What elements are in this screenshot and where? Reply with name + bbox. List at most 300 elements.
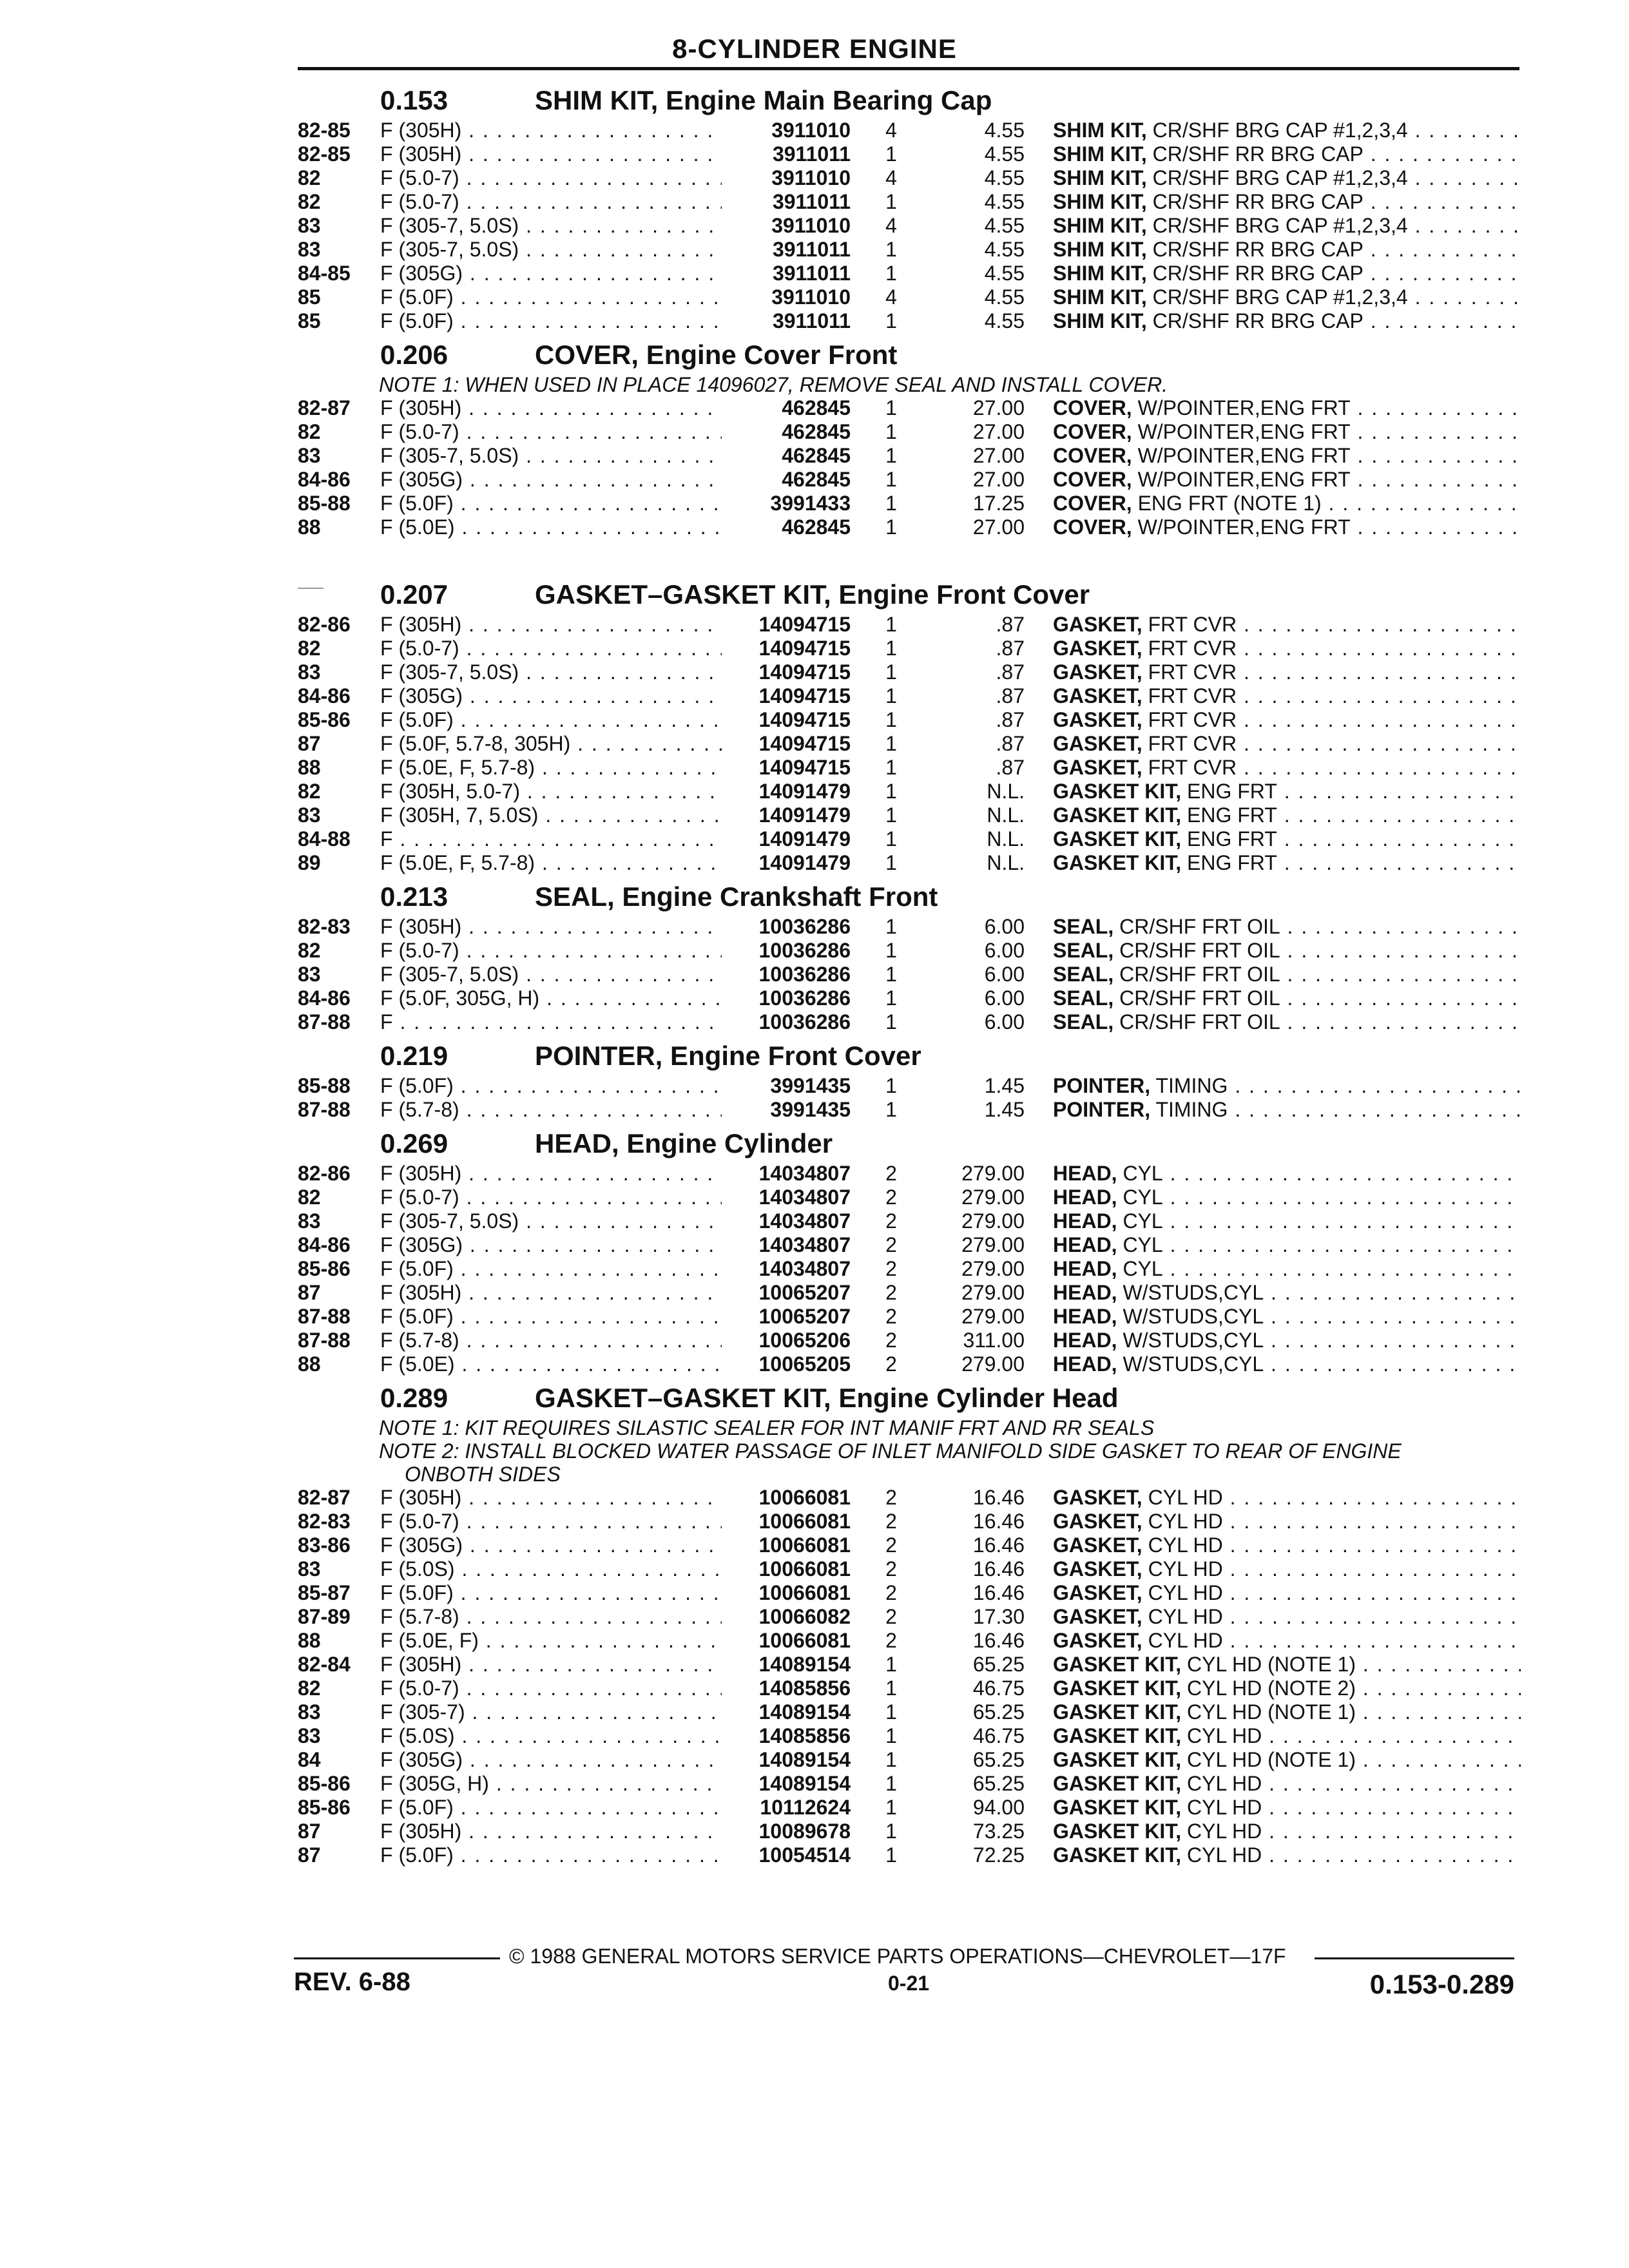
engine-code: F (5.0-7) . . . xyxy=(380,190,722,214)
part-number: 3911010 xyxy=(771,285,851,309)
price: 65.25 xyxy=(972,1653,1025,1676)
part-description-detail: W/STUDS,CYL xyxy=(1117,1281,1264,1304)
part-description-detail: CYL HD xyxy=(1142,1510,1223,1533)
parts-row xyxy=(0,515,1629,539)
part-description-detail: CR/SHF FRT OIL xyxy=(1113,986,1280,1010)
part-description xyxy=(1053,803,1521,827)
part-description-noun: GASKET KIT, xyxy=(1053,851,1182,874)
part-description-noun: GASKET, xyxy=(1053,1629,1142,1652)
parts-row xyxy=(0,119,1629,142)
model-year: 83 xyxy=(298,1700,321,1724)
part-description xyxy=(1053,1748,1521,1772)
price: 72.25 xyxy=(972,1843,1025,1867)
price: 279.00 xyxy=(961,1257,1025,1280)
quantity: 1 xyxy=(885,986,897,1010)
part-number: 462845 xyxy=(782,468,851,491)
part-number: 14089154 xyxy=(758,1772,851,1795)
part-description xyxy=(1053,1629,1521,1653)
price: 16.46 xyxy=(972,1486,1025,1509)
part-description-detail: FRT CVR xyxy=(1142,756,1237,779)
price: N.L. xyxy=(987,803,1025,827)
part-description-noun: GASKET KIT, xyxy=(1053,827,1182,850)
part-description-detail: CR/SHF BRG CAP #1,2,3,4 xyxy=(1146,166,1408,189)
price: 17.30 xyxy=(972,1605,1025,1628)
part-description-noun: HEAD, xyxy=(1053,1233,1117,1256)
model-year: 87 xyxy=(298,1820,321,1843)
part-description-detail: ENG FRT xyxy=(1181,851,1277,874)
part-description-detail: CR/SHF BRG CAP #1,2,3,4 xyxy=(1146,285,1408,309)
engine-code: F (5.0F, 305G, H) . . . xyxy=(380,986,722,1010)
part-description-noun: SEAL, xyxy=(1053,915,1114,938)
engine-code: F (305-7, 5.0S) . . . xyxy=(380,1209,722,1233)
price: 279.00 xyxy=(961,1233,1025,1256)
engine-code: F (5.0E) . . . xyxy=(380,1352,722,1376)
model-year: 89 xyxy=(298,851,321,874)
parts-row xyxy=(0,1724,1629,1748)
model-year: 83 xyxy=(298,1209,321,1233)
parts-row xyxy=(0,1581,1629,1605)
part-number: 14094715 xyxy=(758,732,851,755)
quantity: 2 xyxy=(885,1209,897,1233)
part-description-detail: CYL HD (NOTE 2) xyxy=(1181,1677,1356,1700)
model-year: 82-85 xyxy=(298,142,351,166)
price: 16.46 xyxy=(972,1581,1025,1604)
price: 1.45 xyxy=(984,1098,1025,1121)
part-description-detail: FRT CVR xyxy=(1142,732,1237,755)
model-year: 82 xyxy=(298,420,321,443)
model-year: 82-83 xyxy=(298,1510,351,1533)
part-description-detail: CYL HD xyxy=(1142,1557,1223,1581)
part-number: 14089154 xyxy=(758,1653,851,1676)
part-number: 14094715 xyxy=(758,637,851,660)
quantity: 1 xyxy=(885,309,897,332)
price: .87 xyxy=(996,708,1025,731)
part-description-noun: GASKET, xyxy=(1053,1510,1142,1533)
parts-row xyxy=(0,1281,1629,1305)
part-description xyxy=(1053,1305,1521,1329)
part-description-noun: SHIM KIT, xyxy=(1053,285,1147,309)
part-description-detail: FRT CVR xyxy=(1142,637,1237,660)
part-description-detail: W/POINTER,ENG FRT xyxy=(1132,468,1351,491)
parts-row xyxy=(0,166,1629,190)
price: 6.00 xyxy=(984,963,1025,986)
part-number: 14034807 xyxy=(758,1209,851,1233)
part-description-noun: SHIM KIT, xyxy=(1053,190,1147,213)
part-description xyxy=(1053,613,1521,637)
model-year: 83 xyxy=(298,1724,321,1747)
parts-row xyxy=(0,1329,1629,1352)
engine-code: F (5.0-7) . . . xyxy=(380,420,722,444)
part-description xyxy=(1053,1700,1521,1724)
engine-code: F (5.0E, F) . . . xyxy=(380,1629,722,1653)
part-number: 3991435 xyxy=(770,1074,851,1097)
parts-row xyxy=(0,827,1629,851)
price: .87 xyxy=(996,613,1025,636)
part-description-detail: CR/SHF BRG CAP #1,2,3,4 xyxy=(1146,214,1408,237)
part-description-detail: W/STUDS,CYL xyxy=(1117,1305,1264,1328)
part-number: 14091479 xyxy=(758,827,851,850)
model-year: 85-86 xyxy=(298,1772,351,1795)
parts-row xyxy=(0,444,1629,468)
footer-section-range: 0.153-0.289 xyxy=(1369,1969,1514,1999)
part-number: 10036286 xyxy=(758,986,851,1010)
part-description-noun: GASKET KIT, xyxy=(1053,1677,1182,1700)
engine-code: F . . . xyxy=(380,1010,722,1034)
price: 6.00 xyxy=(984,1010,1025,1033)
part-number: 14094715 xyxy=(758,684,851,707)
parts-row xyxy=(0,613,1629,637)
model-year: 88 xyxy=(298,515,321,539)
section-number: 0.269 xyxy=(380,1128,448,1158)
part-description-detail: CR/SHF FRT OIL xyxy=(1113,915,1280,938)
section-title: GASKET–GASKET KIT, Engine Front Cover xyxy=(535,579,1090,610)
parts-row xyxy=(0,1074,1629,1098)
parts-row xyxy=(0,1533,1629,1557)
part-description xyxy=(1053,1352,1521,1376)
price: 279.00 xyxy=(961,1305,1025,1328)
part-description-noun: SHIM KIT, xyxy=(1053,119,1147,142)
engine-code: F (5.0F) . . . xyxy=(380,492,722,515)
model-year: 85 xyxy=(298,309,321,332)
part-description-detail: W/POINTER,ENG FRT xyxy=(1132,515,1351,539)
quantity: 1 xyxy=(885,262,897,285)
price: 16.46 xyxy=(972,1629,1025,1652)
parts-row xyxy=(0,1233,1629,1257)
model-year: 82 xyxy=(298,190,321,213)
part-description xyxy=(1053,1281,1521,1305)
part-description-noun: GASKET KIT, xyxy=(1053,780,1182,803)
parts-row xyxy=(0,1629,1629,1653)
part-description xyxy=(1053,444,1521,468)
part-description-noun: GASKET KIT, xyxy=(1053,1820,1182,1843)
engine-code: F (5.0F) . . . xyxy=(380,285,722,309)
part-description-noun: SHIM KIT, xyxy=(1053,214,1147,237)
section-title: HEAD, Engine Cylinder xyxy=(535,1128,833,1158)
engine-code: F (5.0F) . . . xyxy=(380,708,722,732)
part-description xyxy=(1053,1257,1521,1281)
part-description-noun: COVER, xyxy=(1053,396,1132,419)
part-number: 3991433 xyxy=(770,492,851,515)
part-description-detail: W/POINTER,ENG FRT xyxy=(1132,396,1351,419)
part-description-detail: W/POINTER,ENG FRT xyxy=(1132,444,1351,467)
part-description-noun: HEAD, xyxy=(1053,1281,1117,1304)
engine-code: F (5.0S) . . . xyxy=(380,1724,722,1748)
section-spacer xyxy=(0,539,1629,577)
part-description-noun: SEAL, xyxy=(1053,963,1114,986)
part-description xyxy=(1053,1843,1521,1867)
quantity: 1 xyxy=(885,963,897,986)
part-description-noun: HEAD, xyxy=(1053,1186,1117,1209)
section-title: SHIM KIT, Engine Main Bearing Cap xyxy=(535,85,992,115)
part-description-noun: GASKET, xyxy=(1053,1581,1142,1604)
part-description xyxy=(1053,420,1521,444)
part-description xyxy=(1053,1820,1521,1843)
model-year: 83 xyxy=(298,963,321,986)
part-description xyxy=(1053,708,1521,732)
part-description-noun: COVER, xyxy=(1053,515,1132,539)
part-description xyxy=(1053,1329,1521,1352)
parts-row xyxy=(0,732,1629,756)
quantity: 1 xyxy=(885,684,897,707)
parts-row xyxy=(0,1700,1629,1724)
engine-code: F (5.0F) . . . xyxy=(380,1257,722,1281)
section-number: 0.213 xyxy=(380,881,448,912)
part-description xyxy=(1053,468,1521,492)
engine-code: F (305H) . . . xyxy=(380,142,722,166)
part-number: 10066081 xyxy=(758,1557,851,1581)
part-number: 3911010 xyxy=(771,166,851,189)
part-number: 14034807 xyxy=(758,1257,851,1280)
part-description xyxy=(1053,986,1521,1010)
part-description-detail: CYL HD xyxy=(1181,1820,1262,1843)
model-year: 82-86 xyxy=(298,613,351,636)
part-description-detail: CYL HD xyxy=(1142,1629,1223,1652)
part-description-noun: HEAD, xyxy=(1053,1209,1117,1233)
part-number: 10036286 xyxy=(758,1010,851,1033)
quantity: 1 xyxy=(885,238,897,261)
part-description-noun: GASKET KIT, xyxy=(1053,1653,1182,1676)
price: N.L. xyxy=(987,851,1025,874)
quantity: 2 xyxy=(885,1581,897,1604)
part-description-noun: GASKET KIT, xyxy=(1053,1700,1182,1724)
model-year: 82-87 xyxy=(298,396,351,419)
parts-row xyxy=(0,986,1629,1010)
model-year: 83 xyxy=(298,660,321,684)
footer-page-number: 0-21 xyxy=(888,1972,930,1995)
price: 4.55 xyxy=(984,238,1025,261)
part-description-detail: CR/SHF RR BRG CAP xyxy=(1146,262,1364,285)
price: 4.55 xyxy=(984,309,1025,332)
price: 16.46 xyxy=(972,1533,1025,1557)
section-title: COVER, Engine Cover Front xyxy=(535,340,898,370)
part-number: 10066082 xyxy=(758,1605,851,1628)
price: N.L. xyxy=(987,827,1025,850)
price: 4.55 xyxy=(984,262,1025,285)
parts-row xyxy=(0,142,1629,166)
part-description xyxy=(1053,637,1521,660)
part-number: 462845 xyxy=(782,515,851,539)
engine-code: F (305H) . . . xyxy=(380,1162,722,1186)
title-rule xyxy=(298,67,1519,70)
model-year: 85-86 xyxy=(298,708,351,731)
model-year: 82 xyxy=(298,166,321,189)
part-description-noun: GASKET KIT, xyxy=(1053,1772,1182,1795)
quantity: 1 xyxy=(885,637,897,660)
part-number: 3911011 xyxy=(772,238,851,261)
price: 27.00 xyxy=(972,468,1025,491)
footer-rule-right xyxy=(1315,1957,1514,1959)
price: 4.55 xyxy=(984,166,1025,189)
part-number: 14094715 xyxy=(758,613,851,636)
price: 6.00 xyxy=(984,939,1025,962)
model-year: 88 xyxy=(298,756,321,779)
quantity: 1 xyxy=(885,1010,897,1033)
quantity: 4 xyxy=(885,119,897,142)
part-description-detail: TIMING xyxy=(1150,1074,1228,1097)
part-description-detail: W/STUDS,CYL xyxy=(1117,1329,1264,1352)
parts-row xyxy=(0,637,1629,660)
part-description-noun: COVER, xyxy=(1053,420,1132,443)
part-description-noun: HEAD, xyxy=(1053,1162,1117,1185)
part-number: 10036286 xyxy=(758,939,851,962)
engine-code: F (5.0-7) . . . xyxy=(380,1186,722,1209)
part-description xyxy=(1053,1605,1521,1629)
part-description xyxy=(1053,396,1521,420)
part-description-noun: GASKET KIT, xyxy=(1053,1796,1182,1819)
parts-row xyxy=(0,309,1629,333)
part-description xyxy=(1053,1581,1521,1605)
parts-row xyxy=(0,684,1629,708)
part-description xyxy=(1053,238,1521,262)
engine-code: F (305G) . . . xyxy=(380,1533,722,1557)
part-description-detail: CYL xyxy=(1117,1162,1163,1185)
price: .87 xyxy=(996,684,1025,707)
model-year: 82-83 xyxy=(298,915,351,938)
part-number: 10089678 xyxy=(758,1820,851,1843)
price: 311.00 xyxy=(963,1329,1025,1352)
engine-code: F (305H, 7, 5.0S) . . . xyxy=(380,803,722,827)
part-description-noun: GASKET, xyxy=(1053,1557,1142,1581)
part-description-noun: GASKET, xyxy=(1053,1605,1142,1628)
engine-code: F (5.7-8) . . . xyxy=(380,1098,722,1122)
quantity: 2 xyxy=(885,1281,897,1304)
part-number: 14085856 xyxy=(758,1677,851,1700)
quantity: 1 xyxy=(885,190,897,213)
part-description-detail: CYL xyxy=(1117,1257,1163,1280)
part-description-detail: FRT CVR xyxy=(1142,613,1237,636)
part-description-detail: ENG FRT xyxy=(1181,827,1277,850)
part-description-noun: SEAL, xyxy=(1053,986,1114,1010)
part-description xyxy=(1053,827,1521,851)
engine-code: F (305G) . . . xyxy=(380,1233,722,1257)
price: 279.00 xyxy=(961,1186,1025,1209)
model-year: 82 xyxy=(298,1186,321,1209)
part-number: 14089154 xyxy=(758,1700,851,1724)
model-year: 84-86 xyxy=(298,1233,351,1256)
part-number: 14094715 xyxy=(758,708,851,731)
model-year: 82 xyxy=(298,780,321,803)
quantity: 2 xyxy=(885,1486,897,1509)
engine-code: F (305G) . . . xyxy=(380,262,722,285)
part-description-noun: SEAL, xyxy=(1053,1010,1114,1033)
parts-row xyxy=(0,1257,1629,1281)
section-note: NOTE 1: WHEN USED IN PLACE 14096027, REMOVE SEAL AND INSTALL COVER. xyxy=(379,373,1168,396)
parts-row xyxy=(0,1486,1629,1510)
part-description xyxy=(1053,660,1521,684)
parts-row xyxy=(0,190,1629,214)
parts-row xyxy=(0,1557,1629,1581)
engine-code: F (305H) . . . xyxy=(380,1820,722,1843)
model-year: 87-88 xyxy=(298,1305,351,1328)
part-description-noun: GASKET KIT, xyxy=(1053,1724,1182,1747)
parts-row xyxy=(0,708,1629,732)
price: .87 xyxy=(996,732,1025,755)
quantity: 1 xyxy=(885,915,897,938)
engine-code: F (5.0F, 5.7-8, 305H) . . . xyxy=(380,732,722,756)
model-year: 82 xyxy=(298,1677,321,1700)
part-number: 14094715 xyxy=(758,756,851,779)
section-header xyxy=(0,337,1629,373)
footer-copyright: © 1988 GENERAL MOTORS SERVICE PARTS OPERATIONS—CHEVROLET—17F xyxy=(509,1945,1286,1968)
engine-code: F (5.0F) . . . xyxy=(380,1581,722,1605)
model-year: 83 xyxy=(298,1557,321,1581)
quantity: 1 xyxy=(885,468,897,491)
price: 27.00 xyxy=(972,420,1025,443)
parts-row xyxy=(0,756,1629,780)
part-number: 3991435 xyxy=(770,1098,851,1121)
engine-code: F (305G, H) . . . xyxy=(380,1772,722,1796)
model-year: 84-85 xyxy=(298,262,351,285)
part-description xyxy=(1053,492,1521,515)
engine-code: F (5.0-7) . . . xyxy=(380,1510,722,1533)
model-year: 87-89 xyxy=(298,1605,351,1628)
part-description-detail: ENG FRT xyxy=(1181,803,1277,827)
engine-code: F (305-7, 5.0S) . . . xyxy=(380,444,722,468)
engine-code: F (305G) . . . xyxy=(380,684,722,708)
price: 17.25 xyxy=(972,492,1025,515)
part-description-noun: SHIM KIT, xyxy=(1053,262,1147,285)
price: 73.25 xyxy=(972,1820,1025,1843)
quantity: 1 xyxy=(885,1700,897,1724)
part-description-detail: W/POINTER,ENG FRT xyxy=(1132,420,1351,443)
part-number: 10036286 xyxy=(758,915,851,938)
part-number: 10065205 xyxy=(758,1352,851,1376)
engine-code: F (5.0F) . . . xyxy=(380,309,722,333)
engine-code: F (5.0-7) . . . xyxy=(380,637,722,660)
parts-row xyxy=(0,1186,1629,1209)
parts-row xyxy=(0,780,1629,803)
part-number: 14085856 xyxy=(758,1724,851,1747)
price: 279.00 xyxy=(961,1209,1025,1233)
parts-row xyxy=(0,1352,1629,1376)
quantity: 2 xyxy=(885,1557,897,1581)
parts-row xyxy=(0,1010,1629,1034)
price: 279.00 xyxy=(961,1162,1025,1185)
part-description-detail: CR/SHF FRT OIL xyxy=(1113,939,1280,962)
part-description xyxy=(1053,851,1521,875)
part-description-detail: CR/SHF RR BRG CAP xyxy=(1146,190,1364,213)
part-description xyxy=(1053,732,1521,756)
parts-row xyxy=(0,1796,1629,1820)
part-description-noun: HEAD, xyxy=(1053,1305,1117,1328)
part-description xyxy=(1053,1510,1521,1533)
price: 27.00 xyxy=(972,396,1025,419)
part-description xyxy=(1053,1677,1521,1700)
model-year: 85-87 xyxy=(298,1581,351,1604)
part-number: 3911011 xyxy=(772,190,851,213)
model-year: 85-86 xyxy=(298,1257,351,1280)
price: 65.25 xyxy=(972,1748,1025,1771)
section-title: GASKET–GASKET KIT, Engine Cylinder Head xyxy=(535,1383,1119,1413)
part-description-detail: FRT CVR xyxy=(1142,684,1237,707)
quantity: 1 xyxy=(885,613,897,636)
quantity: 1 xyxy=(885,708,897,731)
section-header xyxy=(0,1038,1629,1074)
model-year: 83 xyxy=(298,238,321,261)
quantity: 2 xyxy=(885,1510,897,1533)
model-year: 85-86 xyxy=(298,1796,351,1819)
parts-row xyxy=(0,803,1629,827)
quantity: 1 xyxy=(885,1653,897,1676)
part-number: 14094715 xyxy=(758,660,851,684)
part-description-noun: SHIM KIT, xyxy=(1053,142,1147,166)
part-description-noun: POINTER, xyxy=(1053,1074,1151,1097)
quantity: 2 xyxy=(885,1352,897,1376)
parts-row xyxy=(0,1510,1629,1533)
engine-code: F (305H) . . . xyxy=(380,613,722,637)
model-year: 83 xyxy=(298,214,321,237)
part-description-detail: ENG FRT (NOTE 1) xyxy=(1132,492,1322,515)
